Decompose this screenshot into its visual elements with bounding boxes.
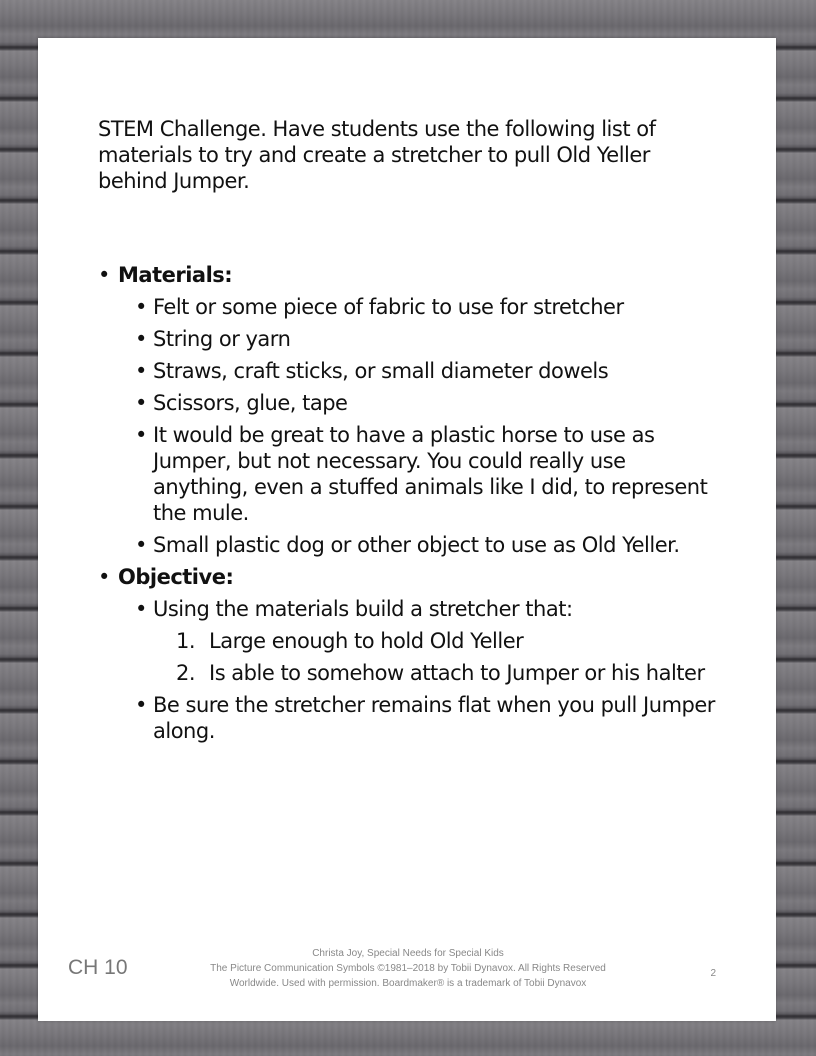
list-item-text: Be sure the stretcher remains flat when you pull Jumper along.: [153, 693, 715, 743]
intro-paragraph: STEM Challenge. Have students use the following list of materials to try and create a stretcher to pull Old Yeller behind Jumper.: [98, 117, 656, 193]
bullet: •: [135, 359, 147, 383]
numbered-item: [169, 628, 718, 654]
materials-heading: Materials:: [118, 263, 233, 287]
numbered-item-text: Large enough to hold Old Yeller: [209, 629, 524, 653]
list-item-text: Scissors, glue, tape: [153, 391, 348, 415]
bullet: •: [98, 565, 110, 589]
list-item-text: Using the materials build a stretcher that:: [153, 597, 573, 621]
bullet: •: [135, 391, 147, 415]
numbered-item: [169, 660, 718, 686]
bullet: •: [135, 327, 147, 351]
credit-line: Worldwide. Used with permission. Boardmaker® is a trademark of Tobii Dynavox: [229, 978, 587, 989]
objective-list: [98, 596, 718, 744]
worksheet-page: [38, 38, 776, 1021]
requirements-list: [153, 628, 718, 686]
list-item: [135, 294, 718, 320]
list-item-text: Straws, craft sticks, or small diameter dowels: [153, 359, 609, 383]
main-list: [98, 262, 718, 744]
list-item: [135, 692, 718, 744]
credit-line: The Picture Communication Symbols ©1981–2018 by Tobii Dynavox. All Rights Reserved: [210, 963, 606, 974]
objective-section: [98, 564, 718, 744]
bullet: •: [98, 263, 110, 287]
objective-heading: Objective:: [118, 565, 234, 589]
bullet: •: [135, 693, 147, 717]
bullet: •: [135, 295, 147, 319]
bullet: •: [135, 597, 147, 621]
copyright-credits: [148, 946, 668, 991]
list-item: [135, 326, 718, 352]
item-number: 1.: [175, 629, 195, 653]
list-item-text: Small plastic dog or other object to use as Old Yeller.: [153, 533, 680, 557]
list-item: [135, 422, 718, 526]
page-number: 2: [710, 968, 716, 979]
list-item: [135, 532, 718, 558]
numbered-item-text: Is able to somehow attach to Jumper or his halter: [209, 661, 705, 685]
item-number: 2.: [175, 661, 195, 685]
list-item: [135, 390, 718, 416]
list-item-text: String or yarn: [153, 327, 291, 351]
bullet: •: [135, 423, 147, 447]
list-item-text: Felt or some piece of fabric to use for stretcher: [153, 295, 624, 319]
bullet: •: [135, 533, 147, 557]
chapter-label: CH 10: [68, 956, 128, 979]
materials-section: [98, 262, 718, 558]
list-item: [135, 358, 718, 384]
list-item-text: It would be great to have a plastic horse to use as Jumper, but not necessary. You could really use anything, even a stuffed animals like I did, to represent the mule.: [153, 423, 708, 525]
materials-list: [98, 294, 718, 558]
list-item: [135, 596, 718, 686]
page-content: [98, 116, 718, 750]
credit-line: Christa Joy, Special Needs for Special Kids: [312, 948, 504, 959]
